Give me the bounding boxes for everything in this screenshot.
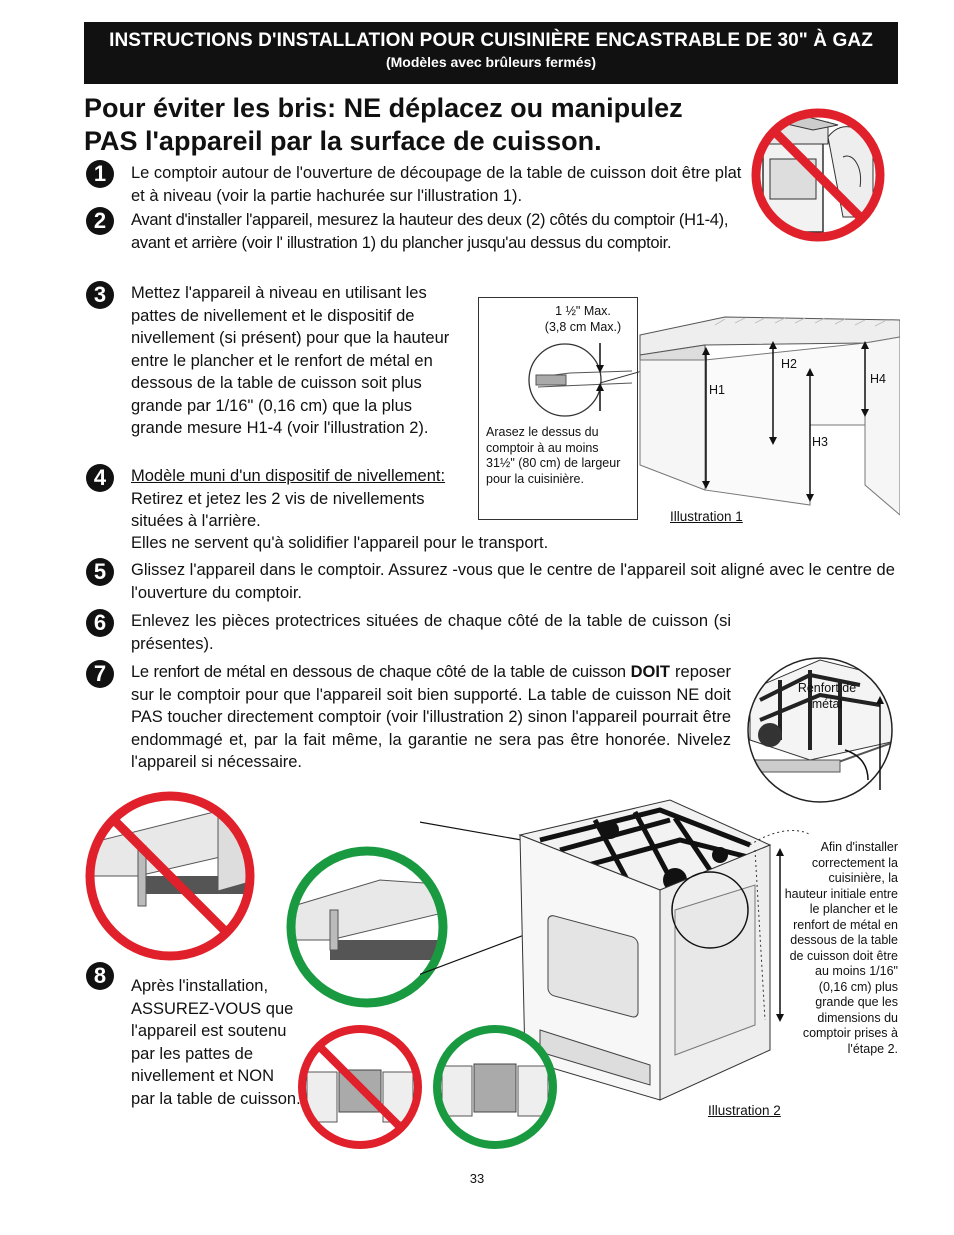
step-7-text-b: reposer sur le comptoir pour que l'appareil soit bien supporté. La table de cuisson NE doit PAS toucher directement comptoir (voir l'illustration 2) sinon l'appareil pourrait être endommagé et, par la fait même, la garantie ne sera pas être honorée. Nivelez l'appareil si nécessaire.	[131, 663, 732, 771]
illustration-2-caption: Illustration 2	[708, 1103, 781, 1118]
step-5-text: Glissez l'appareil dans le comptoir. Assurez -vous que le centre de l'appareil soit aligné avec le centre de l'ouverture du comptoir.	[131, 561, 895, 602]
do-not-lift-by-cooktop-illustration	[748, 97, 888, 257]
renfort-label: Renfort de métal	[797, 681, 857, 711]
warning-title-line2: PAS l'appareil par la surface de cuisson.	[84, 126, 602, 156]
step-1-text: Le comptoir autour de l'ouverture de découpage de la table de cuisson doit être plat et à niveau (voir la partie hachurée sur l'illustration 1).	[131, 164, 742, 205]
label-h3: H3	[812, 435, 828, 449]
illustration-2-note: Afin d'installer correctement la cuisinière, la hauteur initiale entre le plancher et le renfort de métal en dessous de la table de cuisson doit être au moins 1/16" (0,16 cm) plus grande que les dimensions du comptoir prises à l'étape 2.	[784, 840, 898, 1056]
step-2-number: 2	[86, 207, 114, 235]
correct-leg-support	[430, 1022, 560, 1152]
step-5-number: 5	[86, 558, 114, 586]
step-6-text: Enlevez les pièces protectrices situées de chaque côté de la table de cuisson (si présentes).	[131, 612, 731, 653]
step-4-text	[131, 465, 451, 533]
step-3-number: 3	[86, 281, 114, 309]
step-7-number: 7	[86, 660, 114, 688]
illustration-1-note: Arasez le dessus du comptoir à au moins 31½" (80 cm) de largeur pour la cuisinière.	[486, 425, 621, 486]
step-7-text	[131, 661, 731, 774]
step-8-number: 8	[86, 962, 114, 990]
label-h2: H2	[781, 357, 797, 371]
step-2-text: Avant d'installer l'appareil, mesurez la hauteur des deux (2) côtés du comptoir (H1-4), avant et arrière (voir l' illustration 1) du plancher jusqu'au dessus du comptoir.	[131, 211, 729, 252]
step-4-number: 4	[86, 464, 114, 492]
step-1-number: 1	[86, 160, 114, 188]
page-header	[84, 22, 898, 84]
warning-title-line1: Pour éviter les bris: NE déplacez ou manipulez	[84, 93, 683, 123]
page-number: 33	[469, 1171, 485, 1186]
max-label-line1: 1 ½" Max.	[555, 304, 611, 318]
header-title: INSTRUCTIONS D'INSTALLATION POUR CUISINIÈRE ENCASTRABLE DE 30" À GAZ	[109, 30, 873, 51]
step-4-underlined: Modèle muni d'un dispositif de nivellement:	[131, 467, 446, 485]
step-7-bold: DOIT	[630, 663, 670, 681]
step-7-text-a: Le renfort de métal en dessous de chaque côté de la table de cuisson	[131, 663, 631, 681]
header-subtitle: (Modèles avec brûleurs fermés)	[385, 54, 597, 70]
step-8-text: Après l'installation, ASSUREZ-VOUS que l'appareil est soutenu par les pattes de nivellement et NON par la table de cuisson.	[131, 977, 301, 1108]
step-6-number: 6	[86, 609, 114, 637]
prohibited-cooktop-on-counter	[78, 786, 268, 966]
step-4-text2: Elles ne servent qu'à solidifier l'appareil pour le transport.	[131, 534, 549, 552]
illustration-1-counter-drawing	[520, 315, 900, 520]
prohibited-leg-support	[295, 1022, 425, 1152]
label-h1: H1	[709, 383, 725, 397]
max-label-line2: (3,8 cm Max.)	[544, 319, 622, 334]
renfort-detail-circle	[740, 650, 900, 810]
step-4-body: Retirez et jetez les 2 vis de nivellements situées à l'arrière.	[131, 489, 425, 530]
label-h4: H4	[870, 372, 886, 386]
illustration-1-caption: Illustration 1	[670, 509, 743, 524]
warning-title	[84, 92, 744, 158]
step-3-text: Mettez l'appareil à niveau en utilisant les pattes de nivellement et le dispositif de nivellement (si présent) pour que la hauteur entre le plancher et le renfort de métal en dessous de la table de cuisson soit plus grande par 1/16" (0,16 cm) que la plus grande mesure H1-4 (voir l'illustration 2).	[131, 284, 450, 437]
